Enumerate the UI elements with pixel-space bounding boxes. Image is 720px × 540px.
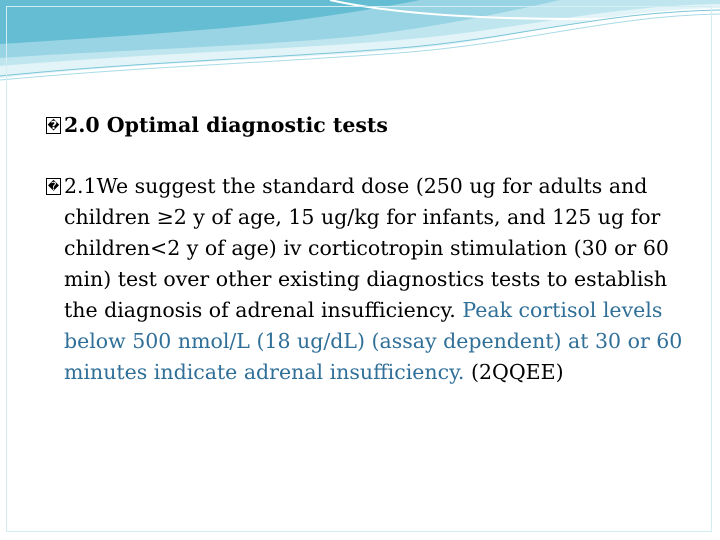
missing-glyph-bullet-icon: � [47, 180, 60, 193]
evidence-grade: (2QQEE) [470, 360, 564, 384]
recommendation-highlight-text: Peak cortisol levels below 500 nmol/L (18 ug/dL) (assay dependent) at 30 or 60 minutes indicate adrenal insufficiency. [64, 298, 683, 384]
slide-body [46, 108, 696, 388]
recommendation-paragraph [46, 171, 696, 388]
missing-glyph-bullet-icon: � [47, 119, 60, 132]
recommendation-text: 2.1We suggest the standard dose (250 ug for adults and children ≥2 y of age, 15 ug/kg for infants, and 125 ug for children<2 y of age) iv corticotropin stimulation (30 or 60 min) test over other existing diagnostics tests to establish the diagnosis of adrenal insufficiency. [64, 174, 669, 322]
section-heading-text: 2.0 Optimal diagnostic tests [64, 113, 388, 137]
header-wave-decoration [0, 0, 720, 90]
section-heading [46, 110, 696, 141]
